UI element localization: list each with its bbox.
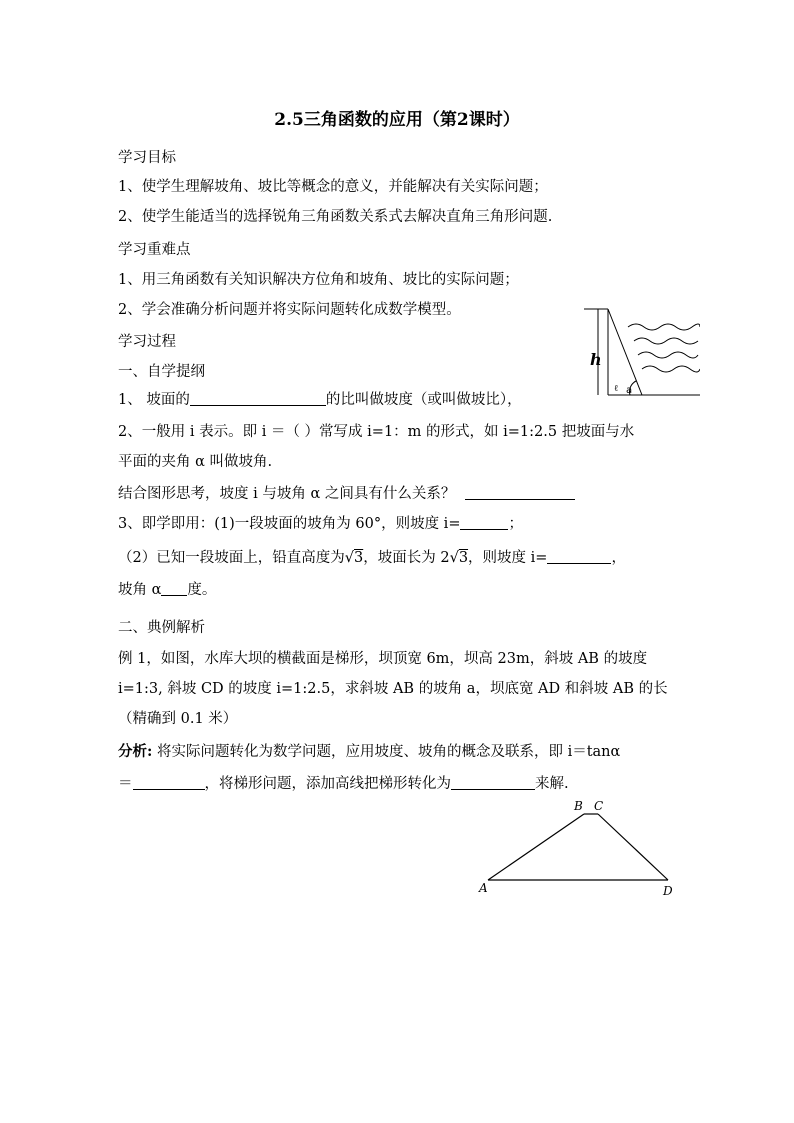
sqrt-symbol: √ <box>344 550 354 566</box>
slope-figure <box>584 305 700 401</box>
q3-1-end: ； <box>508 516 523 532</box>
objectives-heading: 学习目标 <box>118 150 176 166</box>
question-3-line-3 <box>118 578 216 599</box>
key-point-item-2: 2、学会准确分析问题并将实际问题转化成数学模型。 <box>118 302 461 318</box>
length-label: ℓ <box>614 384 619 394</box>
side-AB <box>488 814 584 880</box>
vertex-D: D <box>663 884 673 898</box>
q1-suffix: 的比叫做坡度（或叫做坡比）， <box>325 392 522 408</box>
water-wave-4 <box>642 366 700 372</box>
water-wave-2 <box>634 338 698 344</box>
q3-2-end: ， <box>611 550 626 566</box>
question-2-line-1: 2、一般用 i 表示。即 i ＝（ ）常写成 i=1：m 的形式，如 i=1:2.5 把坡面与水 <box>118 424 635 440</box>
section-self-study: 一、自学提纲 <box>118 364 205 380</box>
think-blank[interactable] <box>465 485 575 500</box>
analysis-label: 分析: <box>118 743 153 760</box>
q3-1-text: 3、即学即用：(1)一段坡面的坡角为 60°，则坡度 i= <box>118 516 461 532</box>
q3-2-blank[interactable] <box>547 549 611 564</box>
q1-blank[interactable] <box>190 391 326 406</box>
objective-item-2: 2、使学生能适当的选择锐角三角函数关系式去解决直角三角形问题. <box>118 209 553 225</box>
analysis-2-mid: ，将梯形问题，添加高线把梯形转化为 <box>204 776 451 792</box>
example-1-line-2: i=1:3, 斜坡 CD 的坡度 i=1:2.5，求斜坡 AB 的坡角 a，坝底宽 AD 和斜坡 AB 的长 <box>118 681 668 697</box>
q3-3-blank[interactable] <box>161 581 187 596</box>
q3-2-post: ，则坡度 i= <box>468 550 548 566</box>
analysis-blank-1[interactable] <box>133 775 205 790</box>
question-2-think <box>118 482 575 503</box>
sqrt-radicand: 3 <box>353 550 364 566</box>
vertex-B: B <box>574 799 583 813</box>
q3-1-blank[interactable] <box>460 515 508 530</box>
angle-label: a <box>626 385 633 396</box>
q3-3-text: 坡角 α <box>118 582 162 598</box>
height-label: h <box>590 350 602 369</box>
sqrt-symbol-2: √ <box>449 550 459 566</box>
q3-2-text: （2）已知一段坡面上，铅直高度为 <box>118 550 345 566</box>
question-3-line-1 <box>118 512 523 533</box>
analysis-blank-2[interactable] <box>451 775 535 790</box>
side-CD <box>598 814 668 880</box>
vertex-A: A <box>479 881 488 895</box>
analysis-line-1 <box>118 740 620 761</box>
question-2-line-2: 平面的夹角 α 叫做坡角. <box>118 454 273 470</box>
q1-prefix: 1、 坡面的 <box>118 392 190 408</box>
process-heading: 学习过程 <box>118 334 176 350</box>
key-point-item-1: 1、用三角函数有关知识解决方位角和坡角、坡比的实际问题； <box>118 272 519 288</box>
example-1-line-1: 例 1，如图，水库大坝的横截面是梯形，坝顶宽 6m，坝高 23m，斜坡 AB 的坡度 <box>118 651 648 667</box>
key-points-heading: 学习重难点 <box>118 242 191 258</box>
trapezoid-figure <box>476 796 676 900</box>
analysis-text: 将实际问题转化为数学问题，应用坡度、坡角的概念及联系，即 i＝tanα <box>152 744 621 760</box>
analysis-line-2 <box>118 772 569 793</box>
section-examples: 二、典例解析 <box>118 620 205 636</box>
question-1 <box>118 388 522 409</box>
page-title: 2.5三角函数的应用（第2课时） <box>274 110 520 130</box>
q3-3-end: 度。 <box>187 582 217 598</box>
think-text: 结合图形思考，坡度 i 与坡角 α 之间具有什么关系？ <box>118 486 456 502</box>
objective-item-1: 1、使学生理解坡角、坡比等概念的意义，并能解决有关实际问题； <box>118 179 548 195</box>
example-1-line-3: （精确到 0.1 米） <box>118 711 238 727</box>
analysis-2-pre: ＝ <box>118 776 133 792</box>
q3-2-mid: ，坡面长为 2 <box>363 550 450 566</box>
sqrt-radicand-2: 3 <box>458 550 469 566</box>
vertex-C: C <box>594 799 604 813</box>
question-3-line-2 <box>118 546 626 567</box>
dam-slope-edge <box>608 309 642 395</box>
water-wave-3 <box>638 352 698 358</box>
analysis-2-post: 来解. <box>535 776 569 792</box>
water-wave-1 <box>628 324 700 330</box>
